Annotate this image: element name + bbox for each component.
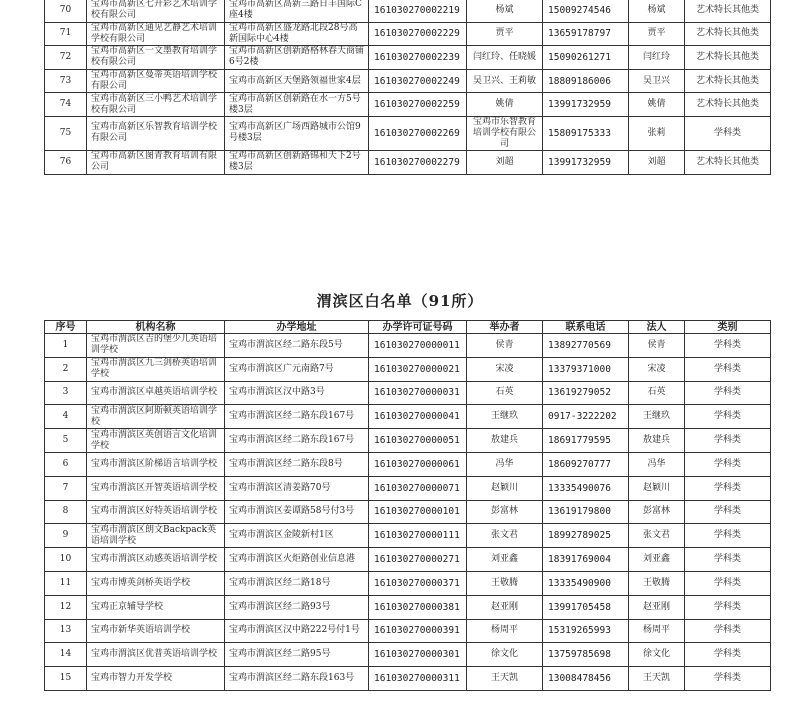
cell-legal: 刘超 (629, 150, 685, 174)
cell-no: 15 (45, 667, 87, 691)
table-row (45, 524, 771, 548)
cell-phone: 13659178797 (543, 22, 629, 46)
cell-category: 学科类 (685, 405, 771, 429)
cell-organizer: 彭富林 (467, 500, 543, 524)
cell-phone: 13619279052 (543, 381, 629, 405)
cell-license: 161030270000071 (369, 476, 467, 500)
cell-address: 宝鸡市高新区高新三路日丰国际C座4楼 (225, 0, 369, 22)
cell-address: 宝鸡市高新区广场西路城市公馆9号楼3层 (225, 116, 369, 150)
cell-legal: 宋凌 (629, 357, 685, 381)
table-row (45, 69, 771, 93)
cell-organizer: 贾平 (467, 22, 543, 46)
cell-organizer: 王继玖 (467, 405, 543, 429)
table-row (45, 0, 771, 22)
header-name: 机构名称 (87, 321, 225, 334)
cell-organizer: 徐文化 (467, 643, 543, 667)
cell-phone: 13008478456 (543, 667, 629, 691)
cell-address: 宝鸡市渭滨区汉中路222号付1号 (225, 619, 369, 643)
whitelist-body (45, 334, 771, 691)
cell-address: 宝鸡市高新区创新路锦和天下2号楼3层 (225, 150, 369, 174)
cell-legal: 石英 (629, 381, 685, 405)
cell-category: 学科类 (685, 116, 771, 150)
cell-phone: 13991732959 (543, 93, 629, 117)
cell-license: 161030270000271 (369, 548, 467, 572)
cell-license: 161030270000101 (369, 500, 467, 524)
table-row (45, 93, 771, 117)
table-row (45, 667, 771, 691)
cell-organizer: 闫红玲、任晓媛 (467, 46, 543, 70)
cell-organizer: 姚倩 (467, 93, 543, 117)
cell-name: 宝鸡市渭滨区英创语言文化培训学校 (87, 429, 225, 453)
cell-address: 宝鸡市高新区盛龙路北段28号高新国际中心4楼 (225, 22, 369, 46)
cell-organizer: 宝鸡市乐智教育培训学校有限公司 (467, 116, 543, 150)
cell-legal: 彭富林 (629, 500, 685, 524)
cell-name: 宝鸡市渭滨区卓越英语培训学校 (87, 381, 225, 405)
cell-name: 宝鸡市高新区七升彩艺术培训学校有限公司 (87, 0, 225, 22)
cell-category: 学科类 (685, 548, 771, 572)
cell-legal: 赵亚刚 (629, 595, 685, 619)
cell-license: 161030270002259 (369, 93, 467, 117)
cell-license: 161030270002249 (369, 69, 467, 93)
table-row (45, 381, 771, 405)
cell-license: 161030270000021 (369, 357, 467, 381)
cell-category: 艺术特长其他类 (685, 150, 771, 174)
cell-name: 宝鸡市渭滨区朗文Backpack英语培训学校 (87, 524, 225, 548)
cell-legal: 冯华 (629, 452, 685, 476)
cell-legal: 张文君 (629, 524, 685, 548)
cell-license: 161030270000041 (369, 405, 467, 429)
cell-no: 14 (45, 643, 87, 667)
cell-address: 宝鸡市渭滨区经二路东段8号 (225, 452, 369, 476)
table-row (45, 452, 771, 476)
cell-address: 宝鸡市渭滨区金陵新村1区 (225, 524, 369, 548)
cell-name: 宝鸡市高新区图青教育培训有限公司 (87, 150, 225, 174)
cell-legal: 王继玖 (629, 405, 685, 429)
cell-phone: 13892770569 (543, 334, 629, 358)
cell-phone: 13335490076 (543, 476, 629, 500)
cell-license: 161030270000311 (369, 667, 467, 691)
cell-no: 12 (45, 595, 87, 619)
cell-phone: 13335490900 (543, 571, 629, 595)
cell-no: 72 (45, 46, 87, 70)
header-row (45, 321, 771, 334)
cell-category: 学科类 (685, 476, 771, 500)
table-row (45, 595, 771, 619)
cell-no: 75 (45, 116, 87, 150)
cell-legal: 王天凯 (629, 667, 685, 691)
cell-address: 宝鸡市渭滨区姜谭路58号付3号 (225, 500, 369, 524)
cell-no: 11 (45, 571, 87, 595)
previous-section-table (44, 0, 771, 175)
section-title: 渭滨区白名单（91所） (316, 292, 484, 310)
cell-address: 宝鸡市高新区创新路格林春天商铺6号2楼 (225, 46, 369, 70)
table-row (45, 429, 771, 453)
cell-address: 宝鸡市渭滨区火炬路创业信息港 (225, 548, 369, 572)
cell-name: 宝鸡市高新区曼蒂英语培训学校有限公司 (87, 69, 225, 93)
cell-name: 宝鸡市高新区乐智教育培训学校有限公司 (87, 116, 225, 150)
cell-license: 161030270000051 (369, 429, 467, 453)
cell-legal: 徐文化 (629, 643, 685, 667)
cell-license: 161030270002219 (369, 0, 467, 22)
cell-organizer: 张文君 (467, 524, 543, 548)
cell-legal: 吴卫兴 (629, 69, 685, 93)
cell-name: 宝鸡市博英剑桥英语学校 (87, 571, 225, 595)
cell-phone: 15090261271 (543, 46, 629, 70)
table-row (45, 22, 771, 46)
cell-name: 宝鸡市高新区一文墨教育培训学校有限公司 (87, 46, 225, 70)
cell-name: 宝鸡市渭滨区九三剑桥英语培训学校 (87, 357, 225, 381)
cell-phone: 13759785698 (543, 643, 629, 667)
cell-name: 宝鸡市渭滨区阶梯语言培训学校 (87, 452, 225, 476)
table-row (45, 619, 771, 643)
cell-phone: 13991732959 (543, 150, 629, 174)
cell-organizer: 侯青 (467, 334, 543, 358)
table-row (45, 46, 771, 70)
cell-phone: 18809186006 (543, 69, 629, 93)
cell-no: 6 (45, 452, 87, 476)
cell-address: 宝鸡市高新区天堡路领福世家4层 (225, 69, 369, 93)
cell-category: 学科类 (685, 381, 771, 405)
table-row (45, 405, 771, 429)
cell-address: 宝鸡市渭滨区清姜路70号 (225, 476, 369, 500)
cell-license: 161030270002239 (369, 46, 467, 70)
cell-phone: 13379371000 (543, 357, 629, 381)
table-row (45, 357, 771, 381)
cell-license: 161030270000031 (369, 381, 467, 405)
cell-no: 2 (45, 357, 87, 381)
header-category: 类别 (685, 321, 771, 334)
cell-phone: 18609270777 (543, 452, 629, 476)
cell-address: 宝鸡市渭滨区广元南路7号 (225, 357, 369, 381)
cell-organizer: 赵亚刚 (467, 595, 543, 619)
cell-license: 161030270000301 (369, 643, 467, 667)
cell-name: 宝鸡市渭滨区阿斯顿英语培训学校 (87, 405, 225, 429)
cell-license: 161030270000011 (369, 334, 467, 358)
cell-legal: 王敬腾 (629, 571, 685, 595)
cell-name: 宝鸡市新华英语培训学校 (87, 619, 225, 643)
cell-organizer: 吴卫兴、王莉敏 (467, 69, 543, 93)
cell-license: 161030270002279 (369, 150, 467, 174)
header-address: 办学地址 (225, 321, 369, 334)
table-row (45, 548, 771, 572)
cell-organizer: 冯华 (467, 452, 543, 476)
cell-license: 161030270000061 (369, 452, 467, 476)
cell-name: 宝鸡市渭滨区吉的堡少儿英语培训学校 (87, 334, 225, 358)
whitelist-table (44, 320, 771, 691)
cell-no: 70 (45, 0, 87, 22)
cell-name: 宝鸡市渭滨区优普英语培训学校 (87, 643, 225, 667)
cell-license: 161030270000381 (369, 595, 467, 619)
cell-category: 学科类 (685, 429, 771, 453)
cell-category: 学科类 (685, 500, 771, 524)
cell-address: 宝鸡市渭滨区经二路东段167号 (225, 405, 369, 429)
cell-legal: 贾平 (629, 22, 685, 46)
cell-legal: 赵颖川 (629, 476, 685, 500)
cell-phone: 15009274546 (543, 0, 629, 22)
cell-category: 艺术特长其他类 (685, 69, 771, 93)
cell-phone: 15319265993 (543, 619, 629, 643)
cell-organizer: 王天凯 (467, 667, 543, 691)
cell-category: 艺术特长其他类 (685, 22, 771, 46)
cell-address: 宝鸡市渭滨区经二路东段163号 (225, 667, 369, 691)
cell-phone: 0917-3222202 (543, 405, 629, 429)
cell-organizer: 杨周平 (467, 619, 543, 643)
header-phone: 联系电话 (543, 321, 629, 334)
cell-no: 74 (45, 93, 87, 117)
cell-organizer: 敖建兵 (467, 429, 543, 453)
cell-legal: 敖建兵 (629, 429, 685, 453)
cell-address: 宝鸡市渭滨区经二路95号 (225, 643, 369, 667)
cell-license: 161030270000371 (369, 571, 467, 595)
cell-category: 学科类 (685, 571, 771, 595)
table-row (45, 116, 771, 150)
cell-license: 161030270002269 (369, 116, 467, 150)
cell-legal: 侯青 (629, 334, 685, 358)
cell-legal: 杨斌 (629, 0, 685, 22)
cell-no: 76 (45, 150, 87, 174)
cell-name: 宝鸡市高新区通见艺静艺术培训学校有限公司 (87, 22, 225, 46)
cell-category: 学科类 (685, 524, 771, 548)
table-row (45, 500, 771, 524)
cell-address: 宝鸡市渭滨区经二路93号 (225, 595, 369, 619)
cell-no: 10 (45, 548, 87, 572)
cell-legal: 杨周平 (629, 619, 685, 643)
table-row (45, 334, 771, 358)
cell-address: 宝鸡市渭滨区经二路东段5号 (225, 334, 369, 358)
cell-category: 学科类 (685, 667, 771, 691)
cell-organizer: 刘亚鑫 (467, 548, 543, 572)
cell-legal: 闫红玲 (629, 46, 685, 70)
cell-name: 宝鸡市智力开发学校 (87, 667, 225, 691)
cell-license: 161030270000391 (369, 619, 467, 643)
header-no: 序号 (45, 321, 87, 334)
cell-no: 71 (45, 22, 87, 46)
cell-category: 学科类 (685, 357, 771, 381)
cell-phone: 18691779595 (543, 429, 629, 453)
cell-no: 9 (45, 524, 87, 548)
table-row (45, 476, 771, 500)
cell-category: 学科类 (685, 619, 771, 643)
cell-phone: 15809175333 (543, 116, 629, 150)
cell-phone: 18391769004 (543, 548, 629, 572)
cell-no: 13 (45, 619, 87, 643)
cell-phone: 13991705458 (543, 595, 629, 619)
cell-category: 学科类 (685, 452, 771, 476)
cell-license: 161030270002229 (369, 22, 467, 46)
cell-organizer: 石英 (467, 381, 543, 405)
cell-no: 1 (45, 334, 87, 358)
cell-address: 宝鸡市渭滨区经二路东段167号 (225, 429, 369, 453)
cell-phone: 13619179800 (543, 500, 629, 524)
cell-category: 艺术特长其他类 (685, 93, 771, 117)
cell-address: 宝鸡市渭滨区经二路18号 (225, 571, 369, 595)
table-row (45, 571, 771, 595)
cell-name: 宝鸡市渭滨区动感英语培训学校 (87, 548, 225, 572)
cell-name: 宝鸡市渭滨区好特英语培训学校 (87, 500, 225, 524)
cell-category: 学科类 (685, 334, 771, 358)
table-row (45, 643, 771, 667)
table-row (45, 150, 771, 174)
cell-legal: 刘亚鑫 (629, 548, 685, 572)
cell-name: 宝鸡正京辅导学校 (87, 595, 225, 619)
cell-name: 宝鸡市渭滨区开智英语培训学校 (87, 476, 225, 500)
cell-no: 8 (45, 500, 87, 524)
cell-category: 艺术特长其他类 (685, 0, 771, 22)
cell-address: 宝鸡市渭滨区汉中路3号 (225, 381, 369, 405)
cell-phone: 18992789025 (543, 524, 629, 548)
cell-category: 艺术特长其他类 (685, 46, 771, 70)
cell-organizer: 刘超 (467, 150, 543, 174)
cell-category: 学科类 (685, 595, 771, 619)
cell-no: 3 (45, 381, 87, 405)
cell-license: 161030270000111 (369, 524, 467, 548)
cell-legal: 张莉 (629, 116, 685, 150)
header-organizer: 举办者 (467, 321, 543, 334)
cell-no: 5 (45, 429, 87, 453)
header-license: 办学许可证号码 (369, 321, 467, 334)
cell-organizer: 王敬腾 (467, 571, 543, 595)
cell-organizer: 赵颖川 (467, 476, 543, 500)
cell-category: 学科类 (685, 643, 771, 667)
cell-no: 4 (45, 405, 87, 429)
cell-no: 73 (45, 69, 87, 93)
cell-organizer: 杨斌 (467, 0, 543, 22)
previous-section-body (45, 0, 771, 174)
cell-name: 宝鸡市高新区三小鸭艺术培训学校有限公司 (87, 93, 225, 117)
cell-no: 7 (45, 476, 87, 500)
cell-organizer: 宋凌 (467, 357, 543, 381)
cell-address: 宝鸡市高新区创新路在水一方5号楼3层 (225, 93, 369, 117)
header-legal: 法人 (629, 321, 685, 334)
cell-legal: 姚倩 (629, 93, 685, 117)
